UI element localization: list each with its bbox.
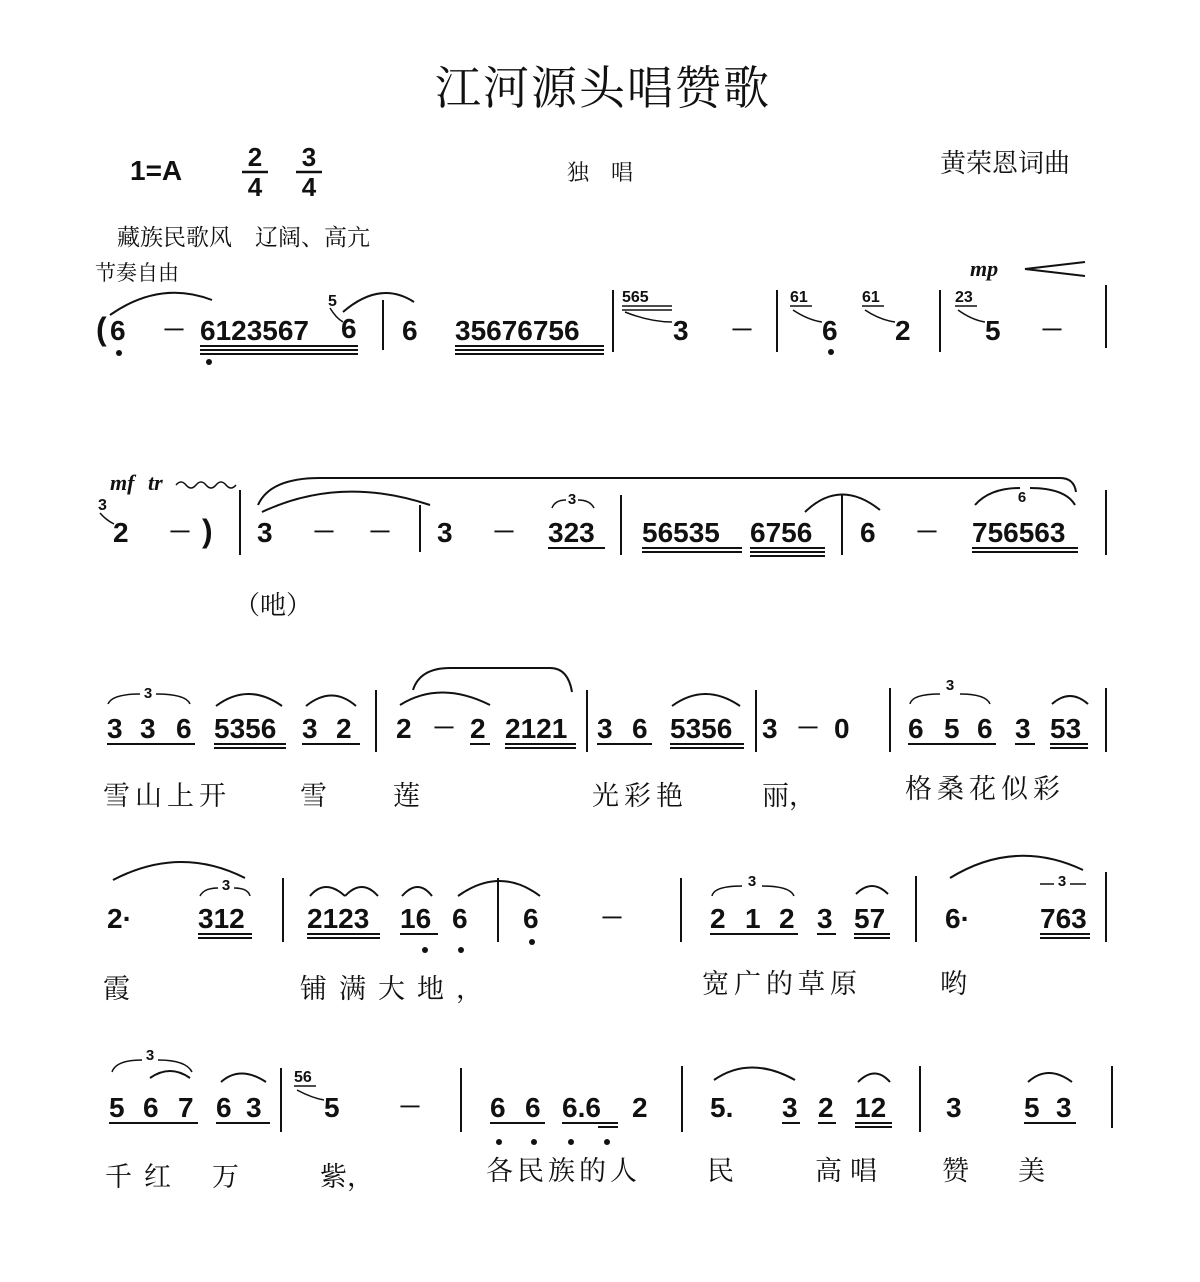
svg-text:3: 3 [98,497,107,514]
staff-line-2 [98,470,1106,621]
svg-text:4: 4 [247,172,263,202]
staff-line-4 [103,856,1106,1005]
svg-text:莲: 莲 [393,781,420,812]
svg-text:－: － [492,519,516,546]
svg-text:－: － [398,1094,422,1121]
performance-type: 独 唱 [566,161,634,186]
svg-text:3: 3 [302,713,318,744]
svg-text:5356: 5356 [670,713,733,744]
svg-text:6: 6 [452,903,468,934]
svg-text:－: － [796,715,820,742]
svg-text:6: 6 [822,315,838,346]
svg-text:5.: 5. [710,1092,734,1123]
svg-text:2: 2 [113,517,129,548]
svg-text:2: 2 [632,1092,648,1123]
time-signature-3-4 [296,142,322,202]
svg-text:哟: 哟 [940,969,967,1000]
svg-text:3: 3 [140,713,156,744]
svg-text:4: 4 [301,172,317,202]
svg-text:12: 12 [855,1092,887,1123]
svg-text:756563: 756563 [972,517,1066,548]
svg-text:紫，: 紫， [320,1162,374,1193]
svg-text:23: 23 [955,289,973,306]
svg-text:3: 3 [1057,873,1067,890]
svg-text:3: 3 [946,1092,962,1123]
composer-credit: 黄荣恩词曲 [939,149,1070,179]
svg-text:霞: 霞 [103,974,130,1005]
svg-text:5356: 5356 [214,713,277,744]
svg-text:3: 3 [782,1092,798,1123]
svg-text:3: 3 [567,491,577,508]
svg-text:6: 6 [632,713,648,744]
svg-text:6: 6 [176,713,192,744]
svg-text:3: 3 [1015,713,1031,744]
svg-text:2: 2 [710,903,726,934]
svg-text:5: 5 [109,1092,125,1123]
svg-text:61: 61 [862,289,880,306]
tempo-marking: 节奏自由 [95,261,179,285]
key-signature: 1=A [130,155,183,186]
svg-text:323: 323 [548,517,595,548]
svg-text:各民族的人: 各民族的人 [486,1156,641,1187]
crescendo-hairpin [1025,262,1085,276]
svg-text:2: 2 [247,142,263,172]
svg-text:3: 3 [437,517,453,548]
svg-text:1: 1 [745,903,761,934]
svg-text:－: － [168,519,192,546]
svg-text:2: 2 [818,1092,834,1123]
svg-text:57: 57 [854,903,886,934]
svg-text:53: 53 [1050,713,1082,744]
svg-text:－: － [162,317,186,344]
svg-text:－: － [915,519,939,546]
svg-text:雪: 雪 [300,781,327,812]
svg-text:2: 2 [895,315,911,346]
svg-text:光彩艳: 光彩艳 [592,781,688,812]
svg-text:－: － [1040,317,1064,344]
style-marking: 藏族民歌风 辽阔、高亢 [117,225,370,251]
svg-text:3: 3 [107,713,123,744]
svg-text:3: 3 [143,685,153,702]
svg-text:5: 5 [324,1092,340,1123]
svg-text:3: 3 [673,315,689,346]
svg-text:6: 6 [110,315,126,346]
svg-text:3: 3 [301,142,317,172]
svg-text:2: 2 [336,713,352,744]
svg-text:3: 3 [145,1047,155,1064]
svg-text:5: 5 [985,315,1001,346]
svg-text:－: － [312,519,336,546]
svg-text:铺满大地，: 铺满大地， [300,974,495,1005]
dynamic-mp: mp [970,256,999,281]
staff-line-3 [103,668,1106,812]
svg-text:6: 6 [402,315,418,346]
svg-text:雪山上开: 雪山上开 [103,781,231,812]
svg-text:5: 5 [1024,1092,1040,1123]
svg-text:5: 5 [328,293,337,310]
svg-text:3: 3 [1056,1092,1072,1123]
svg-text:6: 6 [216,1092,232,1123]
svg-text:(: ( [96,311,107,347]
staff-line-5 [105,1047,1112,1193]
svg-text:tr: tr [148,470,163,495]
svg-text:6: 6 [341,313,357,344]
svg-text:6.6: 6.6 [562,1092,601,1123]
svg-text:16: 16 [400,903,432,934]
svg-text:6: 6 [908,713,924,744]
svg-text:5: 5 [944,713,960,744]
svg-text:6: 6 [490,1092,506,1123]
svg-text:－: － [368,519,392,546]
svg-text:6: 6 [977,713,993,744]
svg-text:2: 2 [396,713,412,744]
svg-text:): ) [202,513,213,549]
svg-text:2123: 2123 [307,903,370,934]
song-title: 江河源头唱赞歌 [435,61,771,115]
svg-text:2: 2 [470,713,486,744]
svg-text:56535: 56535 [642,517,720,548]
svg-text:7: 7 [178,1092,194,1123]
svg-text:丽，: 丽， [762,781,816,812]
svg-text:－: － [432,715,456,742]
svg-text:6: 6 [1017,489,1027,506]
staff-line-1 [96,285,1106,365]
svg-text:6: 6 [860,517,876,548]
svg-text:赞: 赞 [942,1156,969,1187]
svg-text:3: 3 [597,713,613,744]
lyric-line-2: （吔） [234,591,313,621]
svg-text:6756: 6756 [750,517,813,548]
svg-text:3: 3 [747,873,757,890]
svg-text:6: 6 [523,903,539,934]
svg-text:3: 3 [817,903,833,934]
svg-text:－: － [600,905,624,932]
svg-text:3: 3 [221,877,231,894]
svg-text:2·: 2· [107,903,132,934]
svg-text:民: 民 [707,1156,734,1187]
svg-text:宽广的草原: 宽广的草原 [702,969,862,1000]
svg-text:3: 3 [945,677,955,694]
svg-text:2: 2 [779,903,795,934]
svg-text:美: 美 [1018,1156,1045,1187]
svg-text:763: 763 [1040,903,1087,934]
svg-text:3: 3 [246,1092,262,1123]
svg-text:高唱: 高唱 [815,1156,885,1187]
svg-text:61: 61 [790,289,808,306]
svg-text:－: － [730,317,754,344]
svg-text:6123567: 6123567 [200,315,310,346]
svg-text:6: 6 [143,1092,159,1123]
svg-text:56: 56 [294,1069,312,1086]
svg-text:565: 565 [622,289,649,306]
svg-text:千红: 千红 [105,1162,183,1193]
svg-text:万: 万 [212,1162,239,1193]
svg-text:2121: 2121 [505,713,568,744]
svg-text:3: 3 [257,517,273,548]
time-signature-2-4 [242,142,268,202]
svg-text:格桑花似彩: 格桑花似彩 [905,774,1065,805]
svg-text:0: 0 [834,713,850,744]
svg-text:312: 312 [198,903,245,934]
svg-text:mf: mf [110,470,135,495]
svg-text:35676756: 35676756 [455,315,580,346]
svg-text:6: 6 [525,1092,541,1123]
svg-text:6·: 6· [945,903,970,934]
svg-text:3: 3 [762,713,778,744]
